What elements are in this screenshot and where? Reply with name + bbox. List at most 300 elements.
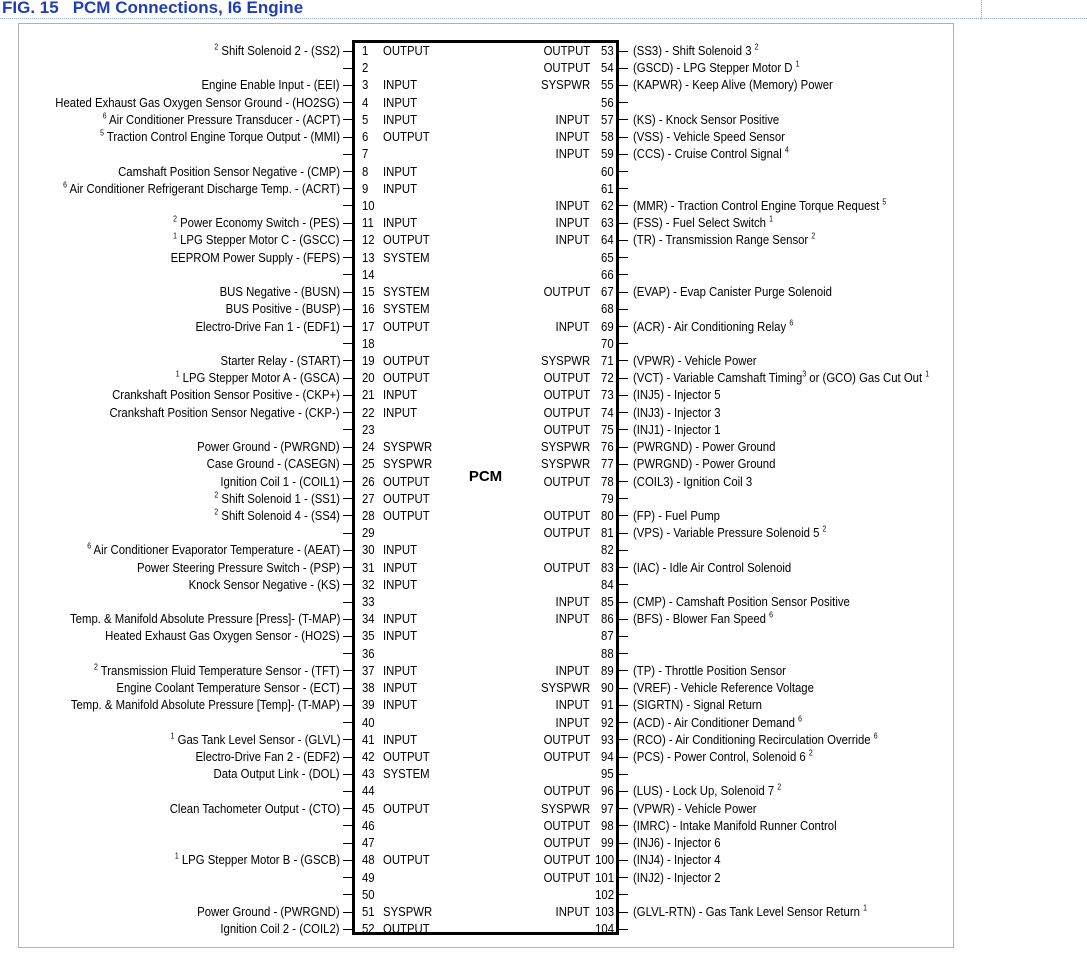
pin-15-type: SYSTEM (383, 284, 430, 300)
pin-16-lead (343, 309, 352, 310)
footnote-mark: 1 (863, 903, 867, 913)
pin-35-description: Heated Exhaust Gas Oxygen Sensor - (HO2S) (105, 628, 340, 644)
pin-64-lead (619, 240, 628, 241)
pin-21-number: 21 (362, 387, 375, 403)
pin-8-type: INPUT (383, 163, 418, 179)
pin-31-number: 31 (362, 559, 375, 575)
pin-39-type: INPUT (383, 697, 418, 713)
pin-53-type: OUTPUT (543, 43, 590, 58)
pin-80-number: 80 (601, 507, 614, 523)
pin-30-number: 30 (362, 542, 375, 558)
pin-65-lead (619, 257, 628, 258)
pin-54-description: (GSCD) - LPG Stepper Motor D $^1$ (633, 59, 800, 76)
pin-57-type: INPUT (555, 111, 590, 127)
pin-41-number: 41 (362, 731, 375, 747)
pin-35-lead (343, 636, 352, 637)
pin-60-lead (619, 171, 628, 172)
footnote-mark: 6 (873, 731, 878, 741)
pin-53-lead (619, 51, 628, 52)
pin-9-description: $^6$ Air Conditioner Refrigerant Discharge Temp. - (ACRT) (63, 180, 341, 196)
pin-24-number: 24 (362, 439, 375, 455)
pin-43-number: 43 (362, 766, 375, 782)
pin-16-description: BUS Positive - (BUSP) (225, 301, 340, 317)
pin-13-type: SYSTEM (383, 249, 430, 265)
pin-32-lead (343, 584, 352, 585)
pin-75-type: OUTPUT (543, 421, 590, 437)
pin-15-number: 15 (362, 284, 375, 300)
pin-25-lead (343, 464, 352, 465)
pin-62-type: INPUT (555, 197, 590, 213)
pin-51-description: Power Ground - (PWRGND) (197, 904, 340, 919)
pin-28-lead (343, 515, 352, 516)
pin-19-number: 19 (362, 352, 375, 368)
pin-78-number: 78 (601, 473, 614, 489)
pin-11-number: 11 (362, 215, 374, 231)
pin-83-description: (IAC) - Idle Air Control Solenoid (633, 559, 792, 575)
pin-5-description: $^6$ Air Conditioner Pressure Transducer - (ACPT) (102, 111, 341, 127)
pin-19-type: OUTPUT (383, 352, 430, 368)
pin-54-number: 54 (601, 60, 614, 76)
pin-77-lead (619, 464, 628, 465)
pin-70-lead (619, 343, 628, 344)
pin-30-type: INPUT (383, 542, 418, 558)
pin-63-lead (619, 223, 628, 224)
pin-78-type: OUTPUT (543, 473, 590, 489)
pin-46-number: 46 (362, 817, 375, 833)
pin-93-lead (619, 739, 628, 740)
pin-76-description: (PWRGND) - Power Ground (633, 439, 776, 455)
pin-5-type: INPUT (383, 111, 418, 127)
pin-4-type: INPUT (383, 94, 418, 110)
pin-83-lead (619, 567, 628, 568)
pin-72-description: (VCT) - Variable Camshaft Timing$^3$ or (GCO) Gas Cut Out $^1$ (633, 369, 930, 386)
pin-98-type: OUTPUT (543, 817, 590, 833)
pin-76-type: SYSPWR (540, 439, 590, 455)
pin-75-lead (619, 429, 628, 430)
pin-45-number: 45 (362, 800, 375, 816)
pin-2-number: 2 (362, 60, 369, 76)
pin-59-description: (CCS) - Cruise Control Signal $^4$ (633, 145, 789, 162)
pin-100-lead (619, 860, 628, 861)
footnote-mark: 1 (795, 59, 800, 69)
pin-70-number: 70 (601, 335, 614, 351)
pin-97-number: 97 (601, 800, 614, 816)
pin-57-description: (KS) - Knock Sensor Positive (633, 111, 780, 127)
pin-30-description: $^6$ Air Conditioner Evaporator Temperature - (AEAT) (86, 541, 340, 558)
pin-25-number: 25 (362, 456, 375, 472)
pin-36-lead (343, 653, 352, 654)
pin-94-description: (PCS) - Power Control, Solenoid 6 $^2$ (633, 748, 813, 765)
pin-92-number: 92 (601, 714, 614, 730)
pin-73-number: 73 (601, 387, 614, 403)
pin-46-lead (343, 825, 352, 826)
pin-69-description: (ACR) - Air Conditioning Relay $^6$ (633, 318, 794, 334)
pin-28-description: $^2$ Shift Solenoid 4 - (SS4) (214, 507, 340, 523)
pin-92-description: (ACD) - Air Conditioner Demand $^6$ (633, 714, 802, 730)
pin-37-description: $^2$ Transmission Fluid Temperature Sensor - (TFT) (94, 662, 340, 678)
pin-63-type: INPUT (555, 215, 590, 231)
pin-91-lead (619, 705, 628, 706)
pin-6-type: OUTPUT (383, 129, 430, 145)
pin-1-lead (343, 51, 352, 52)
pin-101-description: (INJ2) - Injector 2 (633, 869, 721, 885)
pin-7-lead (343, 154, 352, 155)
pin-64-description: (TR) - Transmission Range Sensor $^2$ (633, 232, 816, 248)
pin-81-number: 81 (601, 525, 614, 541)
pin-23-number: 23 (362, 421, 375, 437)
pin-40-lead (343, 722, 352, 723)
footnote-mark: 1 (925, 369, 930, 379)
pin-90-type: SYSPWR (540, 680, 590, 696)
pin-38-description: Engine Coolant Temperature Sensor - (ECT) (116, 680, 340, 696)
pin-52-description: Ignition Coil 2 - (COIL2) (220, 921, 340, 937)
pin-80-type: OUTPUT (543, 507, 590, 523)
footnote-mark: 6 (798, 714, 802, 724)
pin-59-number: 59 (601, 146, 614, 162)
pin-91-type: INPUT (555, 697, 590, 713)
pin-38-type: INPUT (383, 680, 418, 696)
pin-96-lead (619, 791, 628, 792)
pin-26-number: 26 (362, 473, 375, 489)
pin-77-number: 77 (601, 456, 614, 472)
pin-95-number: 95 (601, 766, 614, 782)
pin-20-type: OUTPUT (383, 370, 430, 386)
pin-47-number: 47 (362, 835, 375, 851)
pin-53-number: 53 (601, 43, 614, 58)
pin-36-number: 36 (362, 645, 375, 661)
pin-60-number: 60 (601, 163, 614, 179)
pin-50-lead (343, 894, 352, 895)
pin-45-lead (343, 808, 352, 809)
pin-26-lead (343, 481, 352, 482)
pin-100-number: 100 (595, 852, 614, 868)
pin-99-number: 99 (601, 835, 614, 851)
pin-104-lead (619, 929, 628, 930)
pin-67-lead (619, 292, 628, 293)
pin-67-type: OUTPUT (543, 284, 590, 300)
pin-52-lead (343, 929, 352, 930)
pin-76-number: 76 (601, 439, 614, 455)
pin-32-number: 32 (362, 576, 375, 592)
pin-6-lead (343, 137, 352, 138)
pin-27-lead (343, 498, 352, 499)
pin-28-number: 28 (362, 507, 375, 523)
pin-88-lead (619, 653, 628, 654)
pin-82-number: 82 (601, 542, 614, 558)
pin-96-description: (LUS) - Lock Up, Solenoid 7 $^2$ (633, 783, 782, 799)
pin-72-lead (619, 378, 628, 379)
pin-13-number: 13 (362, 249, 375, 265)
pin-58-type: INPUT (555, 129, 590, 145)
footnote-mark: 6 (102, 111, 107, 121)
pin-90-number: 90 (601, 680, 614, 696)
pin-66-number: 66 (601, 266, 614, 282)
pin-62-lead (619, 205, 628, 206)
pin-98-lead (619, 825, 628, 826)
pin-31-type: INPUT (383, 559, 418, 575)
pin-71-lead (619, 360, 628, 361)
pin-19-description: Starter Relay - (START) (220, 352, 340, 368)
pin-15-lead (343, 292, 352, 293)
pin-103-number: 103 (595, 904, 614, 919)
pin-30-lead (343, 550, 352, 551)
pin-56-lead (619, 102, 628, 103)
pin-16-type: SYSTEM (383, 301, 430, 317)
pin-31-description: Power Steering Pressure Switch - (PSP) (137, 559, 340, 575)
pin-34-description: Temp. & Manifold Absolute Pressure [Press]- (T-MAP) (69, 611, 340, 627)
pin-24-description: Power Ground - (PWRGND) (197, 439, 340, 455)
pin-97-description: (VPWR) - Vehicle Power (633, 800, 757, 816)
pin-18-number: 18 (362, 335, 375, 351)
footnote-mark: 6 (769, 610, 773, 620)
pin-22-description: Crankshaft Position Sensor Negative - (CKP-) (109, 404, 340, 420)
pin-48-number: 48 (362, 852, 375, 868)
pin-80-lead (619, 515, 628, 516)
pin-43-lead (343, 774, 352, 775)
pin-94-number: 94 (601, 749, 614, 765)
pin-55-lead (619, 85, 628, 86)
pin-21-type: INPUT (383, 387, 418, 403)
pin-98-number: 98 (601, 817, 614, 833)
pin-45-type: OUTPUT (383, 800, 430, 816)
pin-14-lead (343, 274, 352, 275)
pin-48-description: $^1$ LPG Stepper Motor B - (GSCB) (174, 851, 340, 868)
pin-22-number: 22 (362, 404, 375, 420)
pin-32-description: Knock Sensor Negative - (KS) (188, 576, 340, 592)
pin-51-lead (343, 912, 352, 913)
pin-61-lead (619, 188, 628, 189)
pin-69-number: 69 (601, 318, 614, 334)
footnote-mark: 4 (784, 145, 789, 155)
footnote-mark: 3 (802, 369, 807, 379)
pin-82-lead (619, 550, 628, 551)
pin-58-number: 58 (601, 129, 614, 145)
pin-5-number: 5 (362, 111, 369, 127)
pin-12-type: OUTPUT (383, 232, 430, 248)
pin-43-description: Data Output Link - (DOL) (213, 766, 340, 782)
pin-57-number: 57 (601, 111, 614, 127)
footnote-mark: 1 (174, 851, 179, 861)
pin-10-number: 10 (362, 197, 375, 213)
pin-37-lead (343, 670, 352, 671)
pin-66-lead (619, 274, 628, 275)
pin-28-type: OUTPUT (383, 507, 430, 523)
footnote-mark: 2 (754, 42, 759, 52)
pin-93-number: 93 (601, 731, 614, 747)
pin-42-lead (343, 757, 352, 758)
pin-101-lead (619, 877, 628, 878)
pin-94-type: OUTPUT (543, 749, 590, 765)
pin-87-number: 87 (601, 628, 614, 644)
pin-81-type: OUTPUT (543, 525, 590, 541)
footnote-mark: 2 (811, 232, 816, 242)
pin-68-lead (619, 309, 628, 310)
pin-58-description: (VSS) - Vehicle Speed Sensor (633, 129, 785, 145)
pin-103-description: (GLVL-RTN) - Gas Tank Level Sensor Return $^1$ (633, 903, 867, 919)
pin-26-description: Ignition Coil 1 - (COIL1) (220, 473, 340, 489)
pin-80-description: (FP) - Fuel Pump (633, 507, 720, 523)
pin-77-description: (PWRGND) - Power Ground (633, 456, 776, 472)
footnote-mark: 2 (173, 214, 178, 224)
pin-85-number: 85 (601, 594, 614, 610)
pin-55-description: (KAPWR) - Keep Alive (Memory) Power (633, 77, 833, 93)
pin-6-number: 6 (362, 129, 369, 145)
figure-title (2, 0, 303, 18)
pin-52-type: OUTPUT (383, 921, 430, 937)
pin-9-lead (343, 188, 352, 189)
pin-9-number: 9 (362, 180, 369, 196)
pin-39-description: Temp. & Manifold Absolute Pressure [Temp]- (T-MAP) (70, 697, 340, 713)
pin-91-description: (SIGRTN) - Signal Return (633, 697, 762, 713)
pin-75-number: 75 (601, 421, 614, 437)
footnote-mark: 1 (173, 232, 178, 242)
pin-26-type: OUTPUT (383, 473, 430, 489)
pin-1-number: 1 (362, 43, 369, 58)
pin-2-lead (343, 68, 352, 69)
pin-64-number: 64 (601, 232, 614, 248)
pin-59-lead (619, 154, 628, 155)
pin-96-type: OUTPUT (543, 783, 590, 799)
pin-72-number: 72 (601, 370, 614, 386)
pin-23-lead (343, 429, 352, 430)
pin-55-number: 55 (601, 77, 614, 93)
pin-39-number: 39 (362, 697, 375, 713)
pin-63-number: 63 (601, 215, 614, 231)
pin-13-description: EEPROM Power Supply - (FEPS) (170, 249, 340, 265)
pin-33-number: 33 (362, 594, 375, 610)
figure-number: FIG. 15 (2, 0, 59, 17)
pin-34-lead (343, 619, 352, 620)
pin-19-lead (343, 360, 352, 361)
pin-99-description: (INJ6) - Injector 6 (633, 835, 721, 851)
pin-85-type: INPUT (555, 594, 590, 610)
pin-4-number: 4 (362, 94, 369, 110)
pin-84-number: 84 (601, 576, 614, 592)
pin-102-number: 102 (595, 886, 614, 902)
pin-62-description: (MMR) - Traction Control Engine Torque Request $^5$ (633, 197, 887, 213)
pin-69-lead (619, 326, 628, 327)
pin-73-lead (619, 395, 628, 396)
pin-76-lead (619, 447, 628, 448)
pin-31-lead (343, 567, 352, 568)
pin-85-description: (CMP) - Camshaft Position Sensor Positive (633, 594, 850, 610)
pin-74-number: 74 (601, 404, 614, 420)
pin-78-description: (COIL3) - Ignition Coil 3 (633, 473, 753, 489)
pin-25-description: Case Ground - (CASEGN) (207, 456, 340, 472)
pin-97-lead (619, 808, 628, 809)
pin-44-lead (343, 791, 352, 792)
pin-44-number: 44 (362, 783, 375, 799)
pin-93-description: (RCO) - Air Conditioning Recirculation Override $^6$ (633, 731, 878, 747)
footnote-mark: 2 (808, 748, 813, 758)
pin-18-lead (343, 343, 352, 344)
pin-86-lead (619, 619, 628, 620)
pin-12-lead (343, 240, 352, 241)
figure-caption: PCM Connections, I6 Engine (72, 0, 304, 17)
header-rule-vertical (981, 0, 982, 19)
pin-74-description: (INJ3) - Injector 3 (633, 404, 721, 420)
pin-90-description: (VREF) - Vehicle Reference Voltage (633, 680, 814, 696)
footnote-mark: 2 (214, 42, 219, 52)
pin-100-type: OUTPUT (543, 852, 590, 868)
pin-77-type: SYSPWR (540, 456, 590, 472)
pin-4-lead (343, 102, 352, 103)
footnote-mark: 1 (170, 731, 174, 741)
pin-93-type: OUTPUT (543, 731, 590, 747)
pin-42-description: Electro-Drive Fan 2 - (EDF2) (195, 749, 340, 765)
pin-89-lead (619, 670, 628, 671)
pin-103-type: INPUT (555, 904, 590, 919)
pin-38-number: 38 (362, 680, 375, 696)
pin-83-type: OUTPUT (543, 559, 590, 575)
pin-89-number: 89 (601, 662, 614, 678)
pin-12-description: $^1$ LPG Stepper Motor C - (GSCC) (173, 232, 340, 248)
pin-86-description: (BFS) - Blower Fan Speed $^6$ (633, 610, 773, 627)
pin-20-number: 20 (362, 370, 375, 386)
pin-83-number: 83 (601, 559, 614, 575)
pin-1-description: $^2$ Shift Solenoid 2 - (SS2) (214, 42, 340, 58)
pin-17-type: OUTPUT (383, 318, 430, 334)
pin-59-type: INPUT (555, 146, 590, 162)
pin-56-number: 56 (601, 94, 614, 110)
pin-78-lead (619, 481, 628, 482)
pin-91-number: 91 (601, 697, 614, 713)
pin-40-number: 40 (362, 714, 375, 730)
pin-69-type: INPUT (555, 318, 590, 334)
pin-17-number: 17 (362, 318, 375, 334)
pin-25-type: SYSPWR (383, 456, 433, 472)
pin-50-number: 50 (362, 886, 375, 902)
header-rule (0, 18, 1087, 19)
pin-85-lead (619, 602, 628, 603)
pin-37-type: INPUT (383, 662, 418, 678)
pin-5-lead (343, 119, 352, 120)
pin-101-number: 101 (595, 869, 614, 885)
pin-104-number: 104 (595, 921, 614, 937)
pin-84-lead (619, 584, 628, 585)
footnote-mark: 5 (99, 128, 104, 138)
pin-67-number: 67 (601, 284, 614, 300)
pin-54-lead (619, 68, 628, 69)
pin-87-lead (619, 636, 628, 637)
footnote-mark: 1 (769, 214, 773, 224)
pin-68-number: 68 (601, 301, 614, 317)
pin-35-type: INPUT (383, 628, 418, 644)
pin-39-lead (343, 705, 352, 706)
pin-27-description: $^2$ Shift Solenoid 1 - (SS1) (214, 490, 340, 506)
pin-73-description: (INJ5) - Injector 5 (633, 387, 721, 403)
pin-72-type: OUTPUT (543, 370, 590, 386)
pin-22-lead (343, 412, 352, 413)
pin-20-lead (343, 378, 352, 379)
pin-3-lead (343, 85, 352, 86)
pin-38-lead (343, 688, 352, 689)
pin-51-type: SYSPWR (383, 904, 433, 919)
pin-62-number: 62 (601, 197, 614, 213)
pcm-label: PCM (468, 468, 503, 485)
pin-55-type: SYSPWR (540, 77, 590, 93)
pin-43-type: SYSTEM (383, 766, 430, 782)
pin-45-description: Clean Tachometer Output - (CTO) (169, 800, 340, 816)
pin-86-type: INPUT (555, 611, 590, 627)
pin-92-type: INPUT (555, 714, 590, 730)
pin-96-number: 96 (601, 783, 614, 799)
pin-35-number: 35 (362, 628, 375, 644)
pin-42-number: 42 (362, 749, 375, 765)
pin-67-description: (EVAP) - Evap Canister Purge Solenoid (633, 284, 832, 300)
pin-11-description: $^2$ Power Economy Switch - (PES) (173, 214, 340, 231)
pin-49-number: 49 (362, 869, 375, 885)
